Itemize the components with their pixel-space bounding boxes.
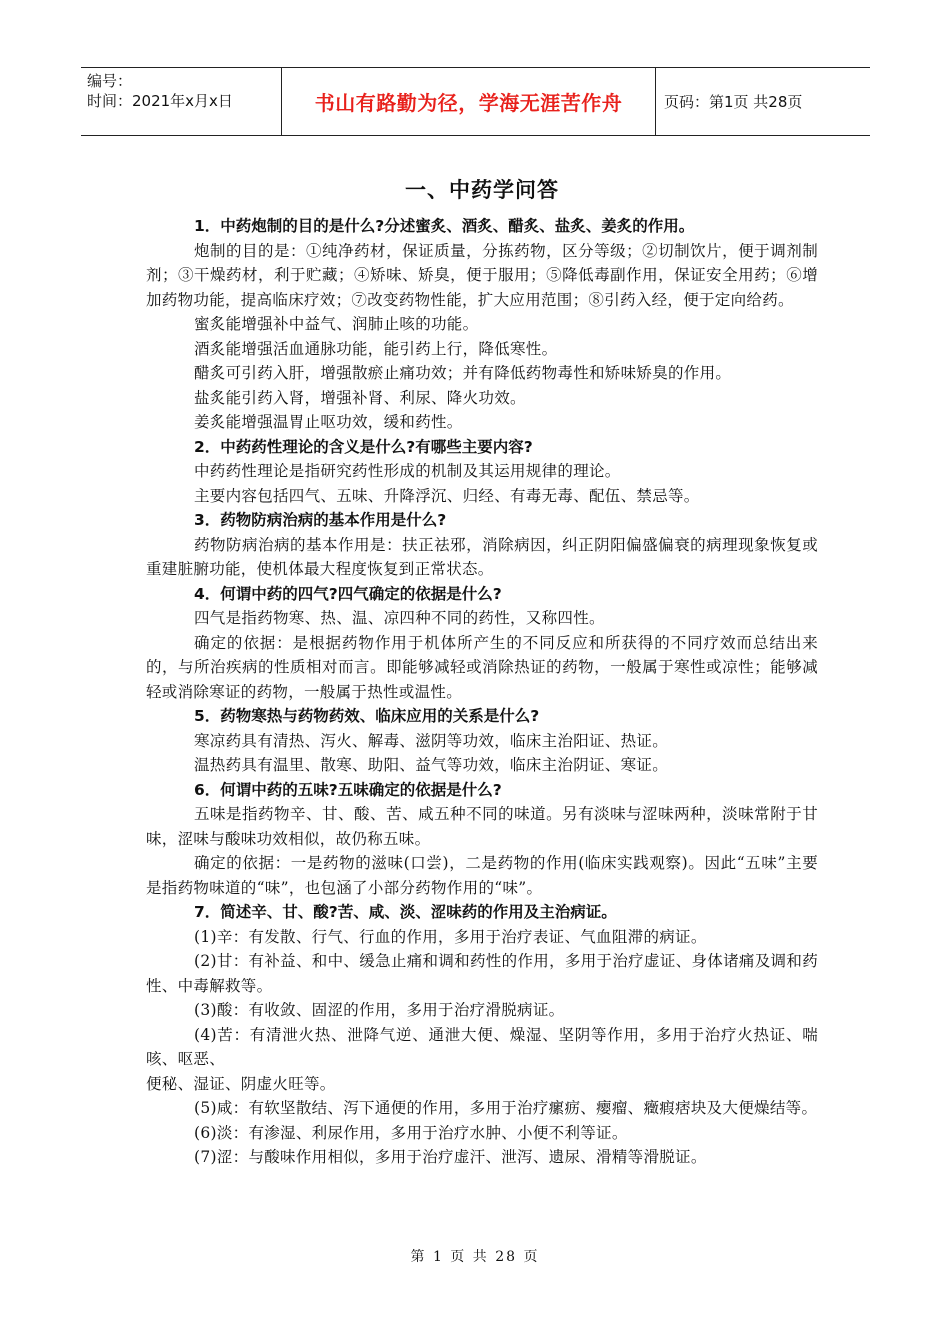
question-heading: 4．何谓中药的四气?四气确定的依据是什么? [194, 584, 502, 603]
qa-content [146, 214, 818, 1170]
answer-paragraph: 确定的依据：一是药物的滋味(口尝)，二是药物的作用(临床实践观察)。因此“五味”主要是指药物味道的“味”，也包涵了小部分药物作用的“味”。 [146, 854, 818, 897]
question-heading: 1．中药炮制的目的是什么?分述蜜炙、酒炙、醋炙、盐炙、姜炙的作用。 [194, 217, 695, 235]
question-heading: 2．中药药性理论的含义是什么?有哪些主要内容? [194, 437, 533, 456]
answer-paragraph: 主要内容包括四气、五味、升降浮沉、归经、有毒无毒、配伍、禁忌等。 [194, 486, 700, 505]
header-left-cell [81, 68, 282, 135]
document-body [146, 168, 818, 1170]
answer-paragraph: 酒炙能增强活血通脉功能，能引药上行，降低寒性。 [194, 339, 558, 358]
motto-text: 书山有路勤为径，学海无涯苦作舟 [314, 91, 623, 115]
question-heading: 7．简述辛、甘、酸?苦、咸、淡、涩味药的作用及主治病证。 [194, 903, 617, 921]
document-title: 一、中药学问答 [405, 178, 559, 202]
header-page-cell [656, 68, 870, 135]
answer-paragraph: 药物防病治病的基本作用是：扶正祛邪，消除病因，纠正阴阳偏盛偏衰的病理现象恢复或重建脏腑功能，使机体最大程度恢复到正常状态。 [146, 535, 818, 578]
answer-paragraph: 寒凉药具有清热、泻火、解毒、滋阴等功效，临床主治阳证、热证。 [194, 731, 669, 750]
date-label: 时间：2021年x月x日 [87, 92, 233, 110]
answer-paragraph: 四气是指药物寒、热、温、凉四种不同的药性，又称四性。 [194, 609, 605, 627]
answer-paragraph: 中药药性理论是指研究药性形成的机制及其运用规律的理论。 [194, 462, 621, 480]
answer-paragraph: 炮制的目的是：①纯净药材，保证质量，分拣药物，区分等级；②切制饮片，便于调剂制剂；③干燥药材，利于贮藏；④矫味、矫臭，便于服用；⑤降低毒副作用，保证安全用药；⑥增加药物功能，提高临床疗效；⑦改变药物性能，扩大应用范围；⑧引药入经，便于定向给药。 [146, 241, 818, 309]
answer-paragraph: (4)苦：有清泄火热、泄降气逆、通泄大便、燥湿、坚阴等作用，多用于治疗火热证、喘咳、呕恶、 [146, 1025, 818, 1068]
question-heading: 6．何谓中药的五味?五味确定的依据是什么? [194, 780, 502, 799]
question-heading: 5．药物寒热与药物药效、临床应用的关系是什么? [194, 707, 540, 725]
answer-paragraph: (7)涩：与酸味作用相似，多用于治疗虚汗、泄泻、遗尿、滑精等滑脱证。 [194, 1148, 707, 1166]
answer-paragraph: 蜜炙能增强补中益气、润肺止咳的功能。 [194, 315, 479, 333]
answer-paragraph: 姜炙能增强温胃止呕功效，缓和药性。 [194, 413, 463, 431]
answer-paragraph: (3)酸：有收敛、固涩的作用，多用于治疗滑脱病证。 [194, 1001, 565, 1019]
answer-paragraph: (6)淡：有渗湿、利尿作用，多用于治疗水肿、小便不利等证。 [194, 1123, 628, 1142]
document-number-label: 编号： [87, 72, 133, 90]
answer-paragraph: (2)甘：有补益、和中、缓急止痛和调和药性的作用，多用于治疗虚证、身体诸痛及调和药性、中毒解救等。 [146, 952, 818, 995]
page-footer: 第 1 页 共 28 页 [410, 1249, 540, 1265]
answer-paragraph: 五味是指药物辛、甘、酸、苦、咸五种不同的味道。另有淡味与涩味两种，淡味常附于甘味，涩味与酸味功效相似，故仍称五味。 [146, 805, 818, 848]
answer-paragraph: (1)辛：有发散、行气、行血的作用，多用于治疗表证、气血阻滞的病证。 [194, 927, 707, 946]
answer-paragraph: 盐炙能引药入肾，增强补肾、利尿、降火功效。 [194, 388, 526, 407]
answer-paragraph: (5)咸：有软坚散结、泻下通便的作用，多用于治疗瘰疬、瘿瘤、癥瘕痞块及大便燥结等。 [194, 1099, 818, 1117]
answer-paragraph: 醋炙可引药入肝，增强散瘀止痛功效；并有降低药物毒性和矫味矫臭的作用。 [194, 364, 732, 382]
answer-paragraph: 便秘、湿证、阴虚火旺等。 [146, 1074, 336, 1093]
header-table [81, 67, 870, 136]
answer-paragraph: 温热药具有温里、散寒、助阳、益气等功效，临床主治阴证、寒证。 [194, 756, 669, 774]
question-heading: 3．药物防病治病的基本作用是什么? [194, 511, 447, 529]
answer-paragraph: 确定的依据：是根据药物作用于机体所产生的不同反应和所获得的不同疗效而总结出来的，与所治疾病的性质相对而言。即能够减轻或消除热证的药物，一般属于寒性或凉性；能够减轻或消除寒证的药物，一般属于热性或温性。 [146, 633, 818, 701]
page-info: 页码：第1页 共28页 [664, 93, 803, 111]
header-motto-cell [282, 68, 656, 135]
